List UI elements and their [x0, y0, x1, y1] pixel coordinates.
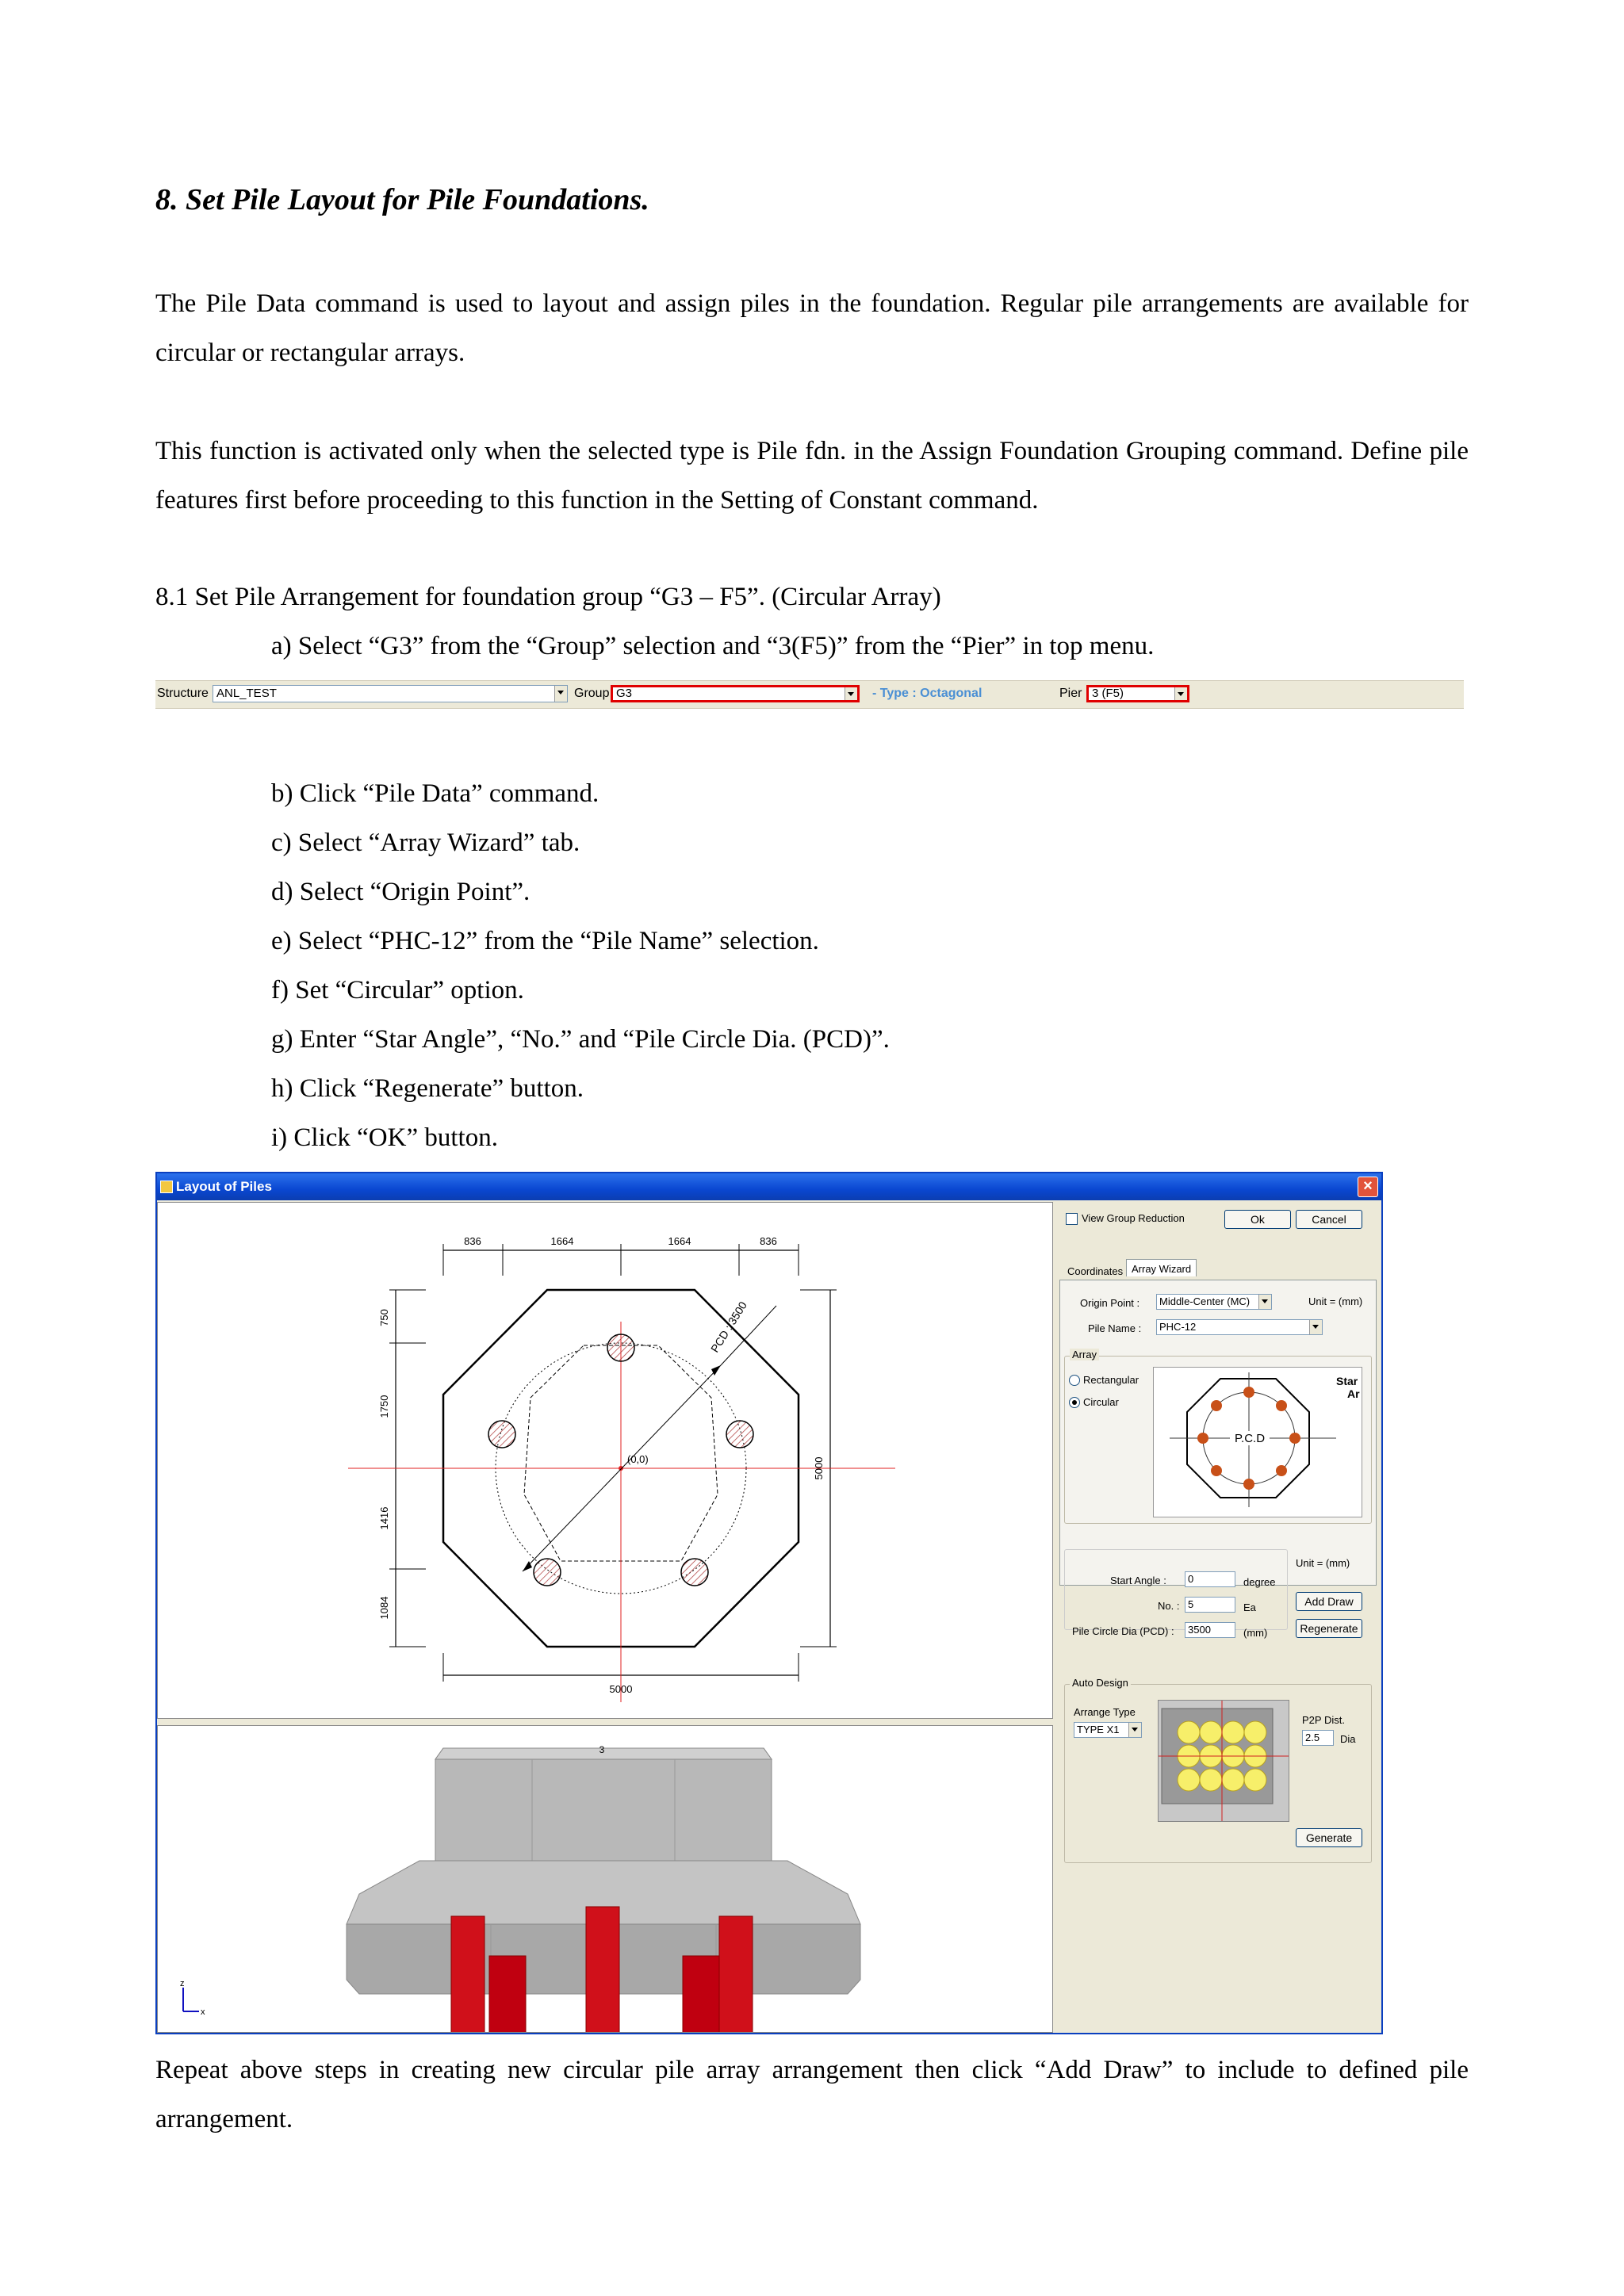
rectangular-radio[interactable]: [1069, 1375, 1080, 1386]
arrange-type-value: TYPE X1: [1077, 1724, 1120, 1735]
p2p-dist-input[interactable]: 2.5: [1302, 1730, 1334, 1746]
step-b: b) Click “Pile Data” command.: [271, 779, 599, 808]
preview-pcd-label: P.C.D: [1234, 1432, 1266, 1445]
arrange-preview: [1158, 1700, 1289, 1822]
pier-select[interactable]: [1086, 685, 1189, 702]
rectangular-label: Rectangular: [1083, 1374, 1139, 1386]
arrange-pile: [1178, 1721, 1200, 1743]
pile[interactable]: [488, 1421, 515, 1448]
control-panel: [1058, 1202, 1380, 2031]
arrange-pile: [1178, 1769, 1200, 1791]
preview-pile: [1211, 1400, 1222, 1411]
dim-top-3: 1664: [668, 1235, 691, 1247]
step-e: e) Select “PHC-12” from the “Pile Name” selection.: [271, 927, 819, 955]
dim-left-3: 1416: [378, 1506, 390, 1530]
group-label: Group: [574, 687, 610, 700]
start-angle-label: Start Angle :: [1110, 1575, 1166, 1586]
pcd-input[interactable]: 3500: [1185, 1622, 1235, 1638]
pcd-label: PCD : 3500: [707, 1299, 749, 1355]
app-icon: [160, 1181, 173, 1193]
preview-pile: [1276, 1400, 1287, 1411]
dim-left-2: 1750: [378, 1395, 390, 1418]
dim-right: 5000: [813, 1456, 825, 1480]
pile-name-select[interactable]: [1156, 1319, 1323, 1335]
pile-plan-drawing: [158, 1203, 1052, 1718]
pile-3d: [719, 1916, 753, 2032]
generate-button[interactable]: Generate: [1296, 1828, 1362, 1847]
tab-coordinates[interactable]: Coordinates: [1067, 1265, 1124, 1277]
view-group-reduction-checkbox[interactable]: [1066, 1213, 1078, 1225]
pcd-label: Pile Circle Dia (PCD) :: [1072, 1625, 1174, 1637]
arrange-pile: [1200, 1721, 1222, 1743]
step-d: d) Select “Origin Point”.: [271, 878, 530, 906]
preview-pile: [1243, 1387, 1254, 1398]
top-menu-toolbar: [155, 680, 1464, 709]
preview-start-label: Star: [1336, 1375, 1358, 1387]
arrange-preview-drawing: [1159, 1701, 1289, 1821]
structure-label: Structure: [157, 687, 209, 700]
regenerate-button[interactable]: Regenerate: [1296, 1619, 1362, 1638]
origin-point-select[interactable]: [1156, 1294, 1272, 1310]
pile[interactable]: [681, 1559, 708, 1586]
p2p-dist-label: P2P Dist.: [1302, 1714, 1345, 1726]
3d-foundation-drawing: [158, 1726, 1052, 2032]
circular-label: Circular: [1083, 1396, 1119, 1408]
step-f: f) Set “Circular” option.: [271, 976, 524, 1004]
dim-bottom: 5000: [609, 1683, 633, 1695]
arrange-pile: [1244, 1721, 1266, 1743]
origin-point-label: Origin Point :: [1080, 1297, 1140, 1309]
origin-point: [619, 1466, 623, 1471]
dim-left-1: 750: [378, 1309, 390, 1326]
ok-button[interactable]: Ok: [1224, 1210, 1291, 1229]
chevron-down-icon[interactable]: [1128, 1723, 1141, 1737]
dialog-titlebar: [157, 1173, 1381, 1200]
structure-value: ANL_TEST: [216, 687, 277, 700]
array-group-title: Array: [1070, 1349, 1099, 1360]
circular-params-group: [1064, 1549, 1288, 1630]
pile[interactable]: [607, 1334, 634, 1361]
pile[interactable]: [726, 1421, 753, 1448]
pile-3d: [586, 1907, 619, 2032]
pile-name-value: PHC-12: [1159, 1321, 1197, 1333]
preview-angle-label: Ar: [1347, 1387, 1360, 1400]
arrange-type-label: Arrange Type: [1074, 1706, 1136, 1718]
pile-3d: [683, 1956, 719, 2032]
step-a: a) Select “G3” from the “Group” selection and “3(F5)” from the “Pier” in top menu.: [271, 632, 1155, 660]
closing-paragraph: Repeat above steps in creating new circular pile array arrangement then click “Add Draw” to include to defined pile arrangement.: [155, 2056, 1469, 2133]
step-h: h) Click “Regenerate” button.: [271, 1074, 584, 1103]
section-heading: 8. Set Pile Layout for Pile Foundations.: [155, 183, 649, 216]
circular-radio[interactable]: [1069, 1397, 1080, 1408]
pier-label: Pier: [1059, 687, 1082, 700]
origin-point-value: Middle-Center (MC): [1159, 1295, 1251, 1307]
p2p-dist-unit: Dia: [1340, 1733, 1356, 1745]
no-label: No. :: [1158, 1600, 1180, 1612]
layout-of-piles-dialog: [155, 1172, 1383, 2034]
axis-x-label: x: [201, 2007, 205, 2017]
unit-label: Unit = (mm): [1308, 1295, 1363, 1307]
dim-top-2: 1664: [550, 1235, 574, 1247]
pile[interactable]: [534, 1559, 561, 1586]
arrange-pile: [1244, 1769, 1266, 1791]
step-g: g) Enter “Star Angle”, “No.” and “Pile Circle Dia. (PCD)”.: [271, 1025, 890, 1054]
preview-pile: [1211, 1465, 1222, 1476]
pier-value: 3 (F5): [1092, 687, 1124, 700]
add-draw-button[interactable]: Add Draw: [1296, 1592, 1362, 1611]
preview-pile: [1289, 1433, 1300, 1444]
type-indicator: - Type : Octagonal: [872, 687, 982, 700]
arrange-pile: [1200, 1769, 1222, 1791]
auto-design-title: Auto Design: [1070, 1677, 1131, 1689]
activation-paragraph: This function is activated only when the selected type is Pile fdn. in the Assign Foundation Grouping command. Define pile features first before proceeding to this function in the Setting of Constant command.: [155, 437, 1469, 515]
chevron-down-icon[interactable]: [1309, 1320, 1322, 1334]
arrange-pile: [1222, 1769, 1244, 1791]
pile-3d: [451, 1916, 485, 2032]
chevron-down-icon[interactable]: [1258, 1295, 1271, 1309]
intro-paragraph: The Pile Data command is used to layout and assign piles in the foundation. Regular pile arrangements are available for circular or rectangular arrays.: [155, 289, 1469, 367]
structure-select[interactable]: [213, 685, 568, 702]
arrange-type-select[interactable]: [1074, 1722, 1142, 1738]
pcd-unit: (mm): [1243, 1627, 1268, 1639]
array-preview: [1153, 1367, 1362, 1517]
close-button[interactable]: ×: [1358, 1177, 1378, 1197]
step-c: c) Select “Array Wizard” tab.: [271, 828, 580, 857]
arrange-pile: [1222, 1721, 1244, 1743]
dim-top-4: 836: [760, 1235, 777, 1247]
start-angle-input[interactable]: 0: [1185, 1571, 1235, 1587]
pier-number: 3: [599, 1744, 605, 1755]
chevron-down-icon[interactable]: [554, 686, 567, 702]
dim-left-4: 1084: [378, 1596, 390, 1620]
pile-3d: [489, 1956, 526, 2032]
no-unit: Ea: [1243, 1601, 1256, 1613]
subsection-title: 8.1 Set Pile Arrangement for foundation group “G3 – F5”. (Circular Array): [155, 583, 941, 611]
dim-top-1: 836: [464, 1235, 481, 1247]
preview-pile: [1276, 1465, 1287, 1476]
dialog-title: Layout of Piles: [176, 1179, 272, 1194]
plan-view[interactable]: [157, 1202, 1053, 1719]
tab-array-wizard[interactable]: Array Wizard: [1126, 1259, 1197, 1276]
start-angle-unit: degree: [1243, 1576, 1276, 1588]
group-select[interactable]: [611, 685, 860, 702]
chevron-down-icon[interactable]: [1174, 687, 1187, 700]
axis-z-label: z: [180, 1979, 185, 1988]
no-input[interactable]: 5: [1185, 1597, 1235, 1613]
step-i: i) Click “OK” button.: [271, 1123, 498, 1152]
view-group-reduction-label: View Group Reduction: [1082, 1212, 1185, 1224]
group-value: G3: [616, 687, 633, 700]
origin-label: (0,0): [627, 1453, 649, 1465]
array-preview-drawing: [1154, 1368, 1362, 1517]
cancel-button[interactable]: Cancel: [1296, 1210, 1362, 1229]
pile-name-label: Pile Name :: [1088, 1322, 1142, 1334]
chevron-down-icon[interactable]: [845, 687, 857, 700]
unit-label-2: Unit = (mm): [1296, 1557, 1350, 1569]
3d-view[interactable]: [157, 1725, 1053, 2033]
preview-pile: [1243, 1479, 1254, 1490]
preview-pile: [1197, 1433, 1208, 1444]
